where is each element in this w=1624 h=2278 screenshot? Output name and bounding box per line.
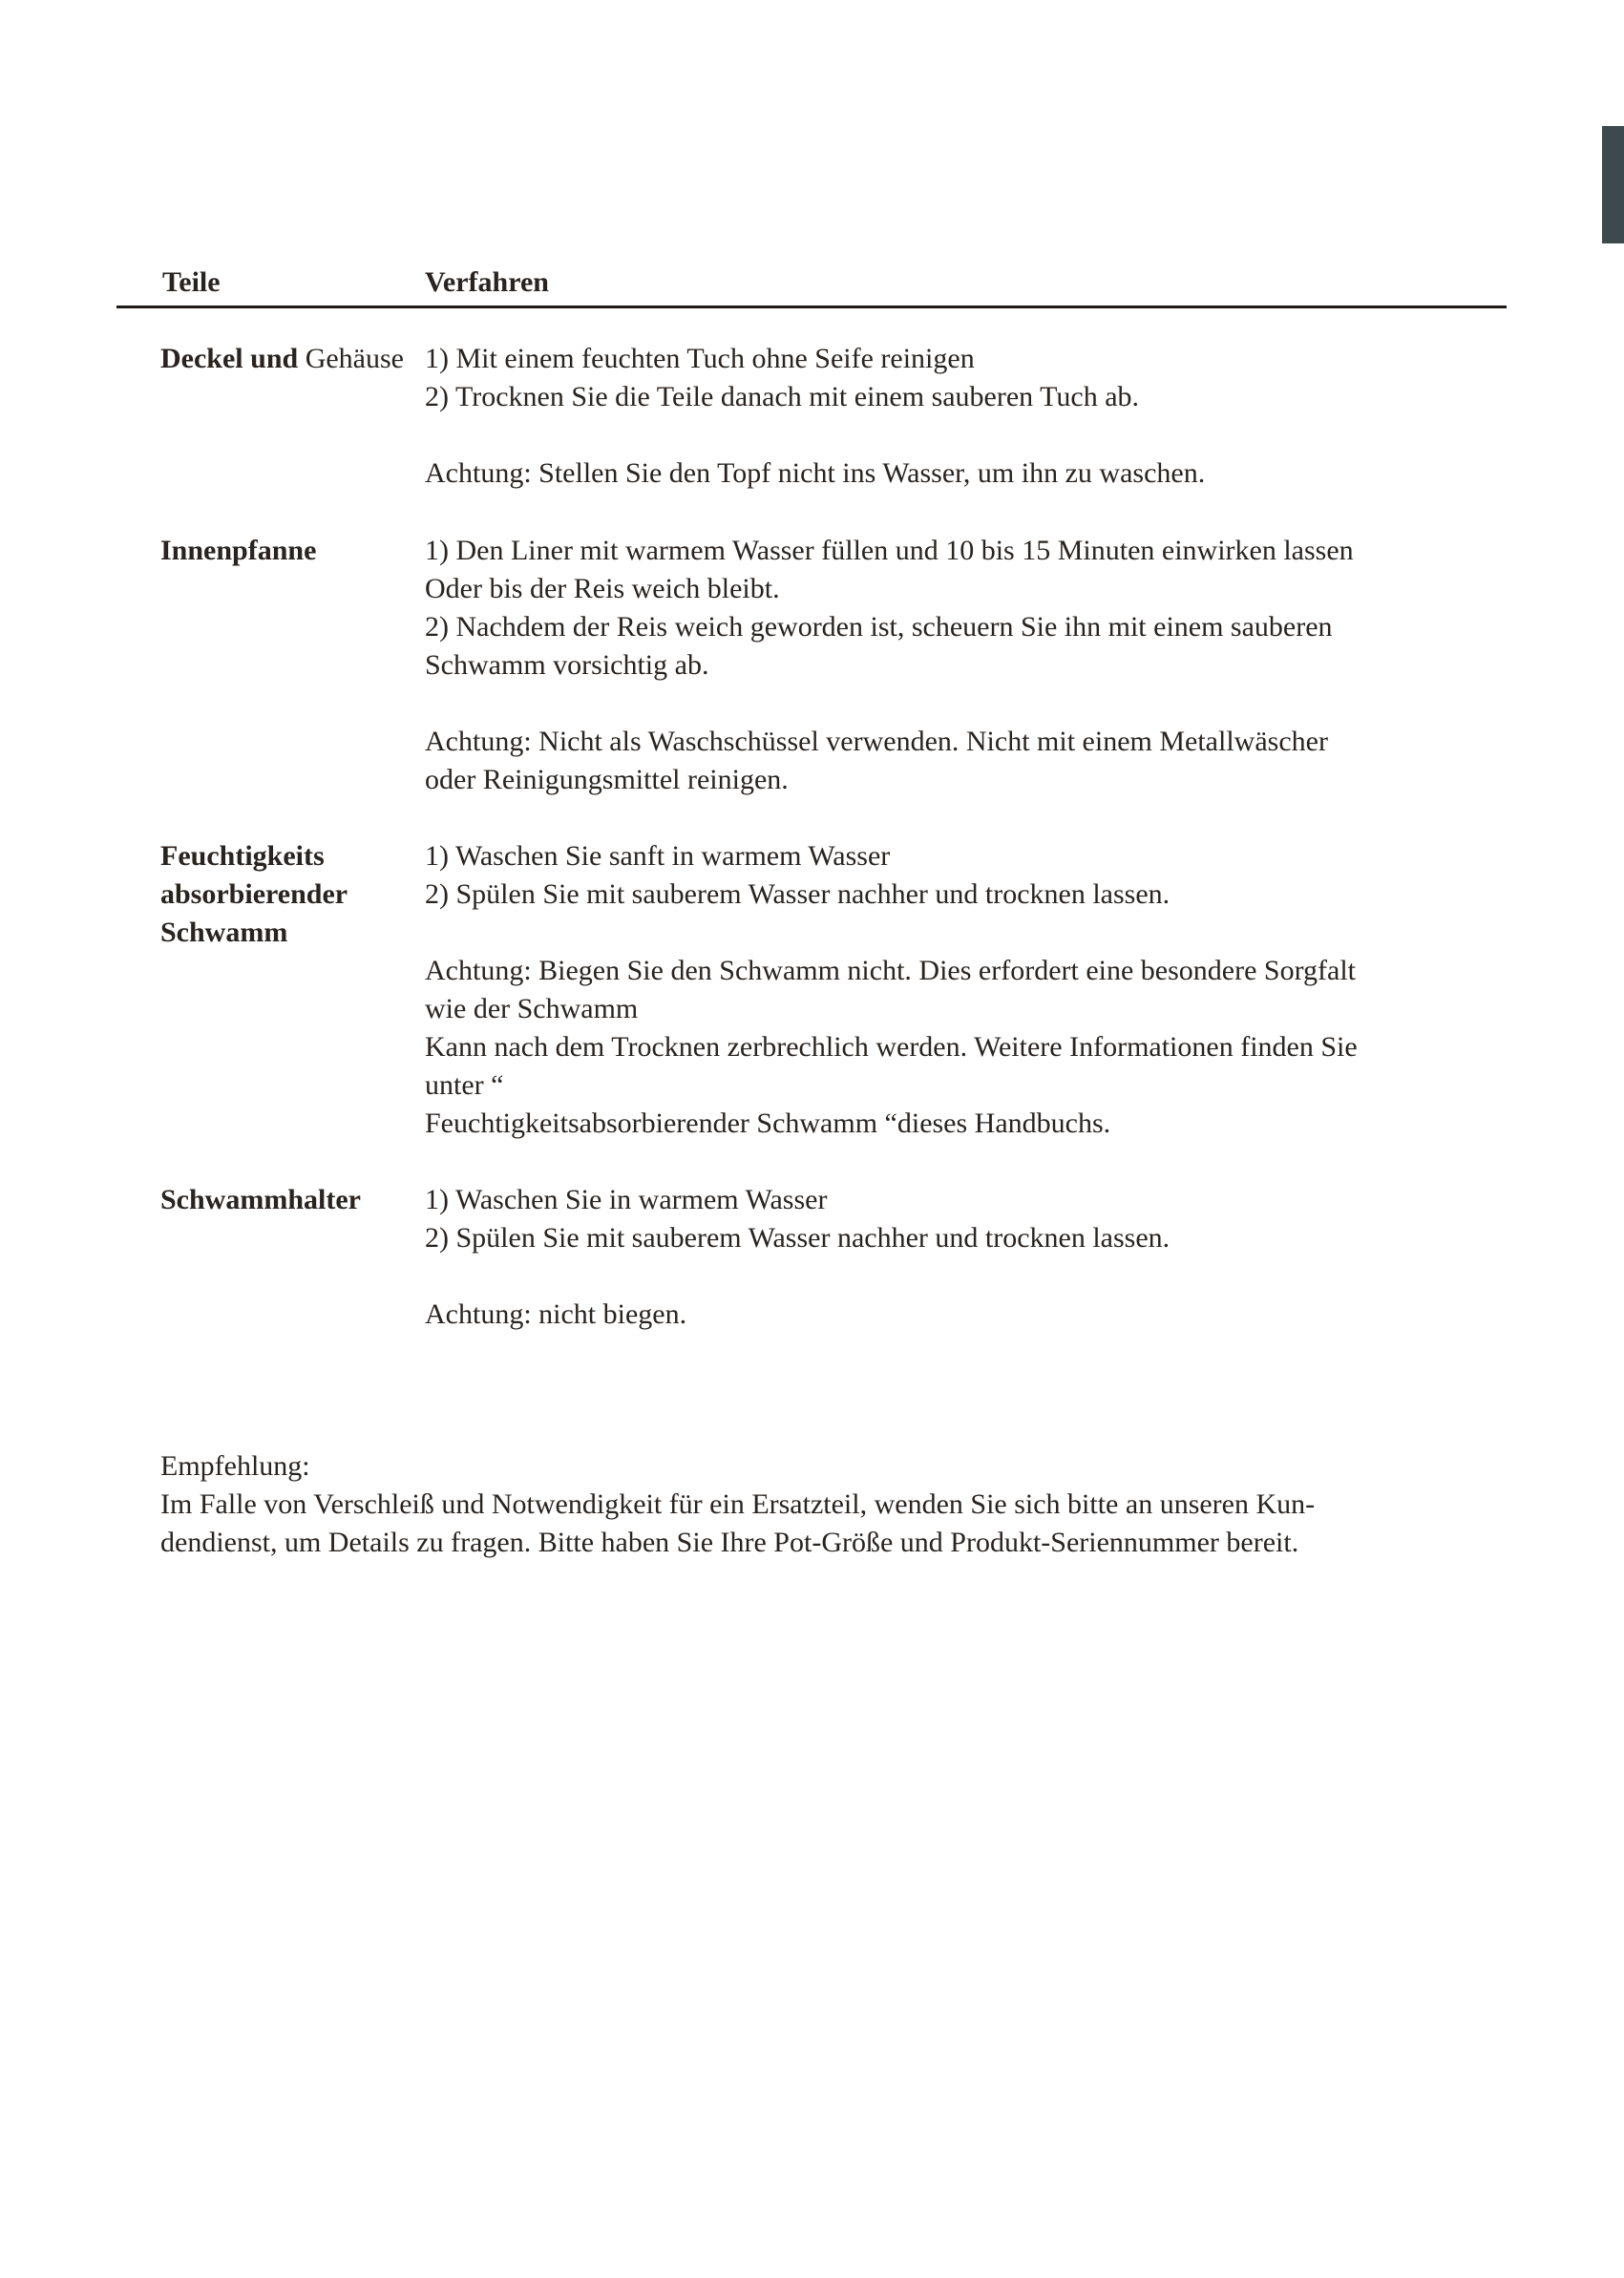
step-1: 1) Waschen Sie in warmem Wasser: [425, 1184, 828, 1215]
part-name: [160, 1181, 418, 1219]
step-1: 1) Waschen Sie sanft in warmem Wasser: [425, 840, 891, 872]
part-name-bold: Deckel und: [160, 343, 299, 374]
step-2: 2) Trocknen Sie die Teile danach mit einem sauberen Tuch ab.: [425, 381, 1140, 412]
step-2: 2) Spülen Sie mit sauberem Wasser nachher und trocknen lassen.: [425, 1222, 1171, 1254]
warning-text: Achtung: Nicht als Waschschüssel verwenden. Nicht mit einem Metallwäscher oder Reinigungsmittel reinigen.: [425, 726, 1328, 795]
part-name: [160, 340, 447, 378]
procedure: [425, 340, 1485, 493]
procedure: [425, 532, 1485, 799]
part-name: [160, 532, 418, 570]
warning-text: Achtung: nicht biegen.: [425, 1298, 687, 1330]
step-1: 1) Den Liner mit warmem Wasser füllen und 10 bis 15 Minuten einwirken lassen Oder bis der Reis weich bleibt.: [425, 535, 1354, 604]
step-2: 2) Nachdem der Reis weich geworden ist, scheuern Sie ihn mit einem sauberen Schwamm vorsichtig ab.: [425, 611, 1333, 681]
part-name-normal: Gehäuse: [305, 343, 404, 374]
step-2: 2) Spülen Sie mit sauberem Wasser nachher und trocknen lassen.: [425, 878, 1171, 910]
recommendation-heading: Empfehlung:: [160, 1450, 310, 1482]
header-procedure: Verfahren: [425, 266, 549, 298]
warning-text: Achtung: Stellen Sie den Topf nicht ins Wasser, um ihn zu waschen.: [425, 457, 1206, 489]
procedure: [425, 837, 1485, 1143]
part-name-bold: Innenpfanne: [160, 535, 317, 566]
procedure: [425, 1181, 1485, 1334]
part-name: [160, 837, 418, 952]
recommendation: [160, 1447, 1478, 1562]
table-header: [116, 264, 1507, 308]
warning-text: Achtung: Biegen Sie den Schwamm nicht. Dies erfordert eine besondere Sorgfalt wie der Schwamm Kann nach dem Trocknen zerbrechlich werden. Weitere Informationen finden Sie unter “ Feuchtigkeitsabsorbierender Schwamm “dieses Handbuchs.: [425, 955, 1358, 1139]
header-parts: Teile: [162, 266, 221, 298]
step-1: 1) Mit einem feuchten Tuch ohne Seife reinigen: [425, 343, 975, 374]
page-edge-tab: [1602, 126, 1624, 243]
part-name-bold: Feuchtigkeits absorbierender Schwamm: [160, 840, 348, 948]
part-name-bold: Schwammhalter: [160, 1184, 361, 1215]
recommendation-text: Im Falle von Verschleiß und Notwendigkeit für ein Ersatzteil, wenden Sie sich bitte an unseren Kun- dendienst, um Details zu fragen. Bitte haben Sie Ihre Pot-Größe und Produkt-Seriennummer bereit.: [160, 1488, 1316, 1558]
